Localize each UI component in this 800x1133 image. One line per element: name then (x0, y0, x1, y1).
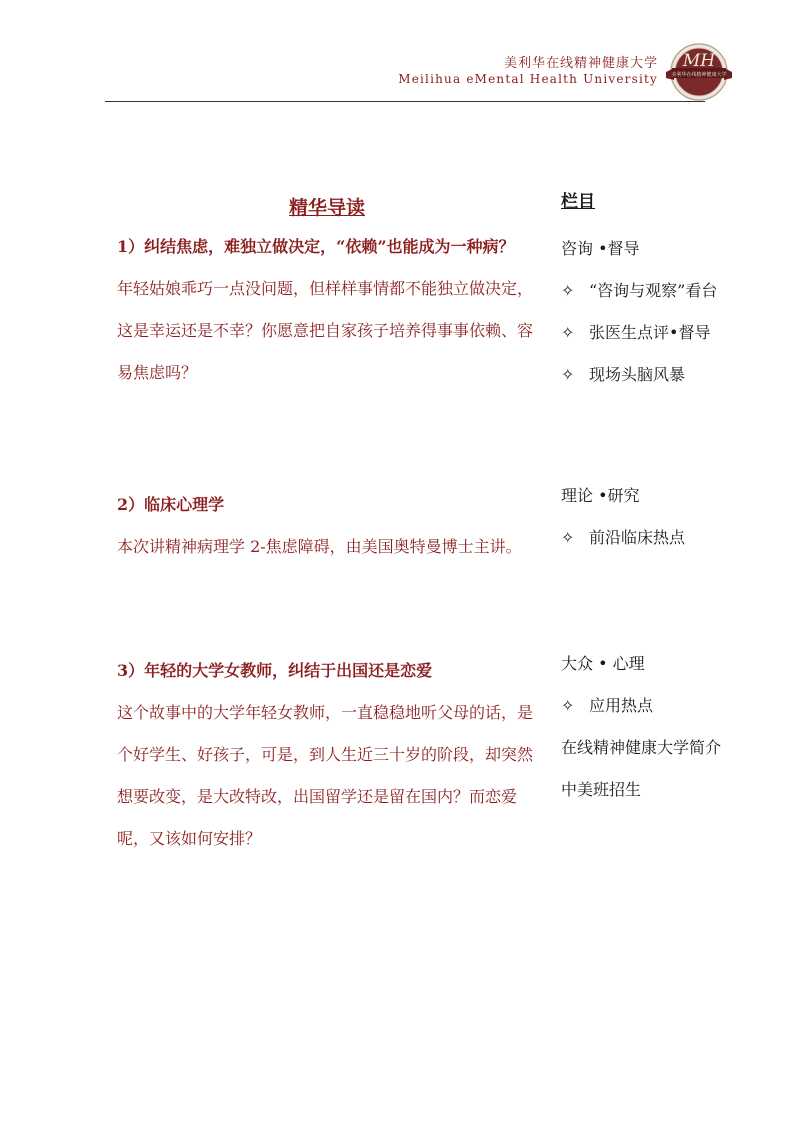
digest-title: 精华导读 (288, 197, 365, 219)
star-bullet-icon: ✧ (561, 323, 575, 342)
sidebar-group-theory (561, 475, 781, 559)
sidebar-group-heading: 大众 • 心理 (561, 654, 645, 673)
digest-item-1 (117, 226, 537, 394)
org-name-en: Meilihua eMental Health University (398, 72, 658, 86)
header-divider (105, 101, 705, 102)
digest-item-body: 这个故事中的大学年轻女教师，一直稳稳地听父母的话，是个好学生、好孩子，可是，到人生近三十岁的阶段，却突然想要改变，是大改特改，出国留学还是留在国内？而恋爱呢，又该如何安排？ (117, 703, 534, 848)
sidebar-entry[interactable]: ✧ 应用热点 (561, 685, 781, 727)
sidebar-entry[interactable]: ✧ “咨询与观察”看台 (561, 270, 781, 312)
logo-subtitle: 美利华在线精神健康大学 (671, 72, 727, 78)
star-bullet-icon: ✧ (561, 696, 575, 715)
sidebar-link-enrollment[interactable]: 中美班招生 (561, 780, 642, 799)
digest-item-heading: 3）年轻的大学女教师，纠结于出国还是恋爱 (117, 661, 433, 680)
sidebar-group-public (561, 643, 781, 811)
digest-item-body: 本次讲精神病理学 2-焦虑障碍，由美国奥特曼博士主讲。 (117, 537, 522, 556)
sidebar-entry[interactable]: ✧ 现场头脑风暴 (561, 354, 781, 396)
digest-item-2 (117, 484, 537, 568)
sidebar-entry[interactable]: ✧ 张医生点评•督导 (561, 312, 781, 354)
sidebar-group-heading: 咨询 •督导 (561, 239, 640, 258)
digest-item-body: 年轻姑娘乖巧一点没问题，但样样事情都不能独立做决定，这是幸运还是不幸？你愿意把自家孩子培养得事事依赖、容易焦虑吗？ (117, 279, 534, 382)
logo-monogram: MH (682, 51, 716, 71)
sidebar-title: 栏目 (561, 192, 595, 212)
sidebar-group-heading: 理论 •研究 (561, 486, 640, 505)
star-bullet-icon: ✧ (561, 281, 575, 300)
sidebar-link-intro[interactable]: 在线精神健康大学简介 (561, 738, 722, 757)
org-name-cn: 美利华在线精神健康大学 (503, 56, 658, 71)
star-bullet-icon: ✧ (561, 365, 575, 384)
sidebar-entry[interactable]: ✧ 前沿临床热点 (561, 517, 781, 559)
digest-item-heading: 2）临床心理学 (117, 495, 225, 514)
digest-item-heading: 1）纠结焦虑，难独立做决定，“依赖”也能成为一种病？ (117, 237, 515, 256)
star-bullet-icon: ✧ (561, 528, 575, 547)
university-logo (664, 42, 734, 102)
digest-item-3 (117, 650, 537, 860)
feature-digest (117, 190, 537, 848)
sidebar-columns (561, 190, 781, 396)
